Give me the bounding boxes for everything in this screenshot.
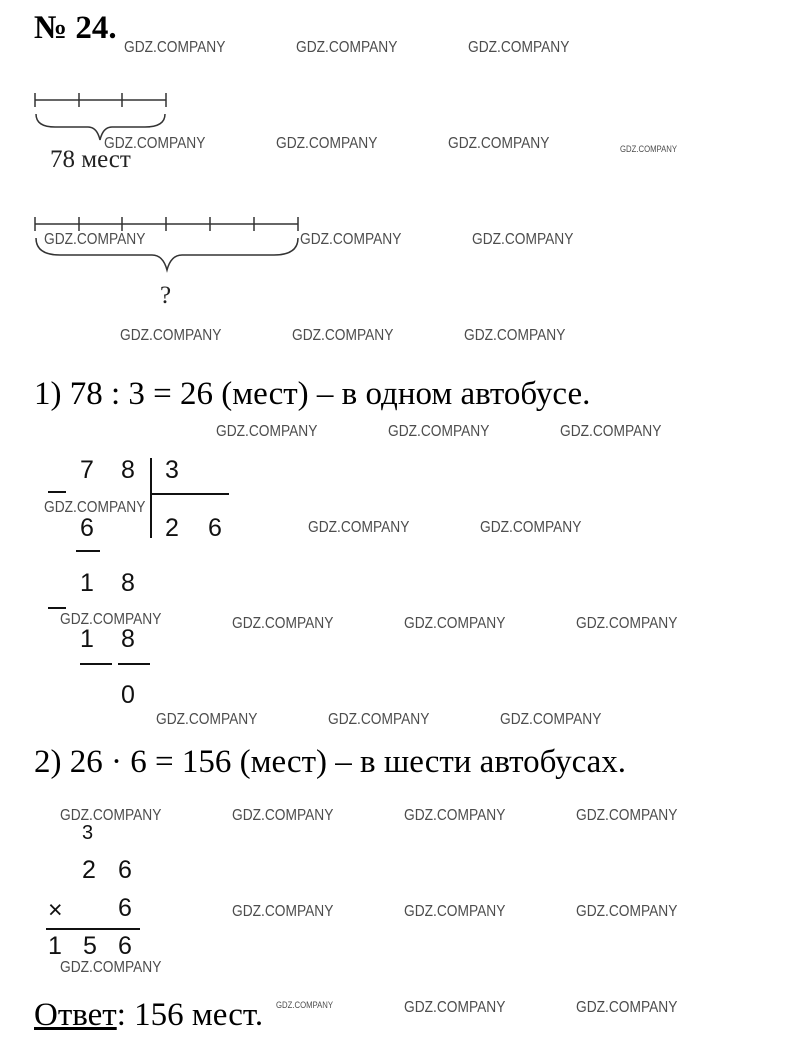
watermark: GDZ.COMPANY (44, 499, 146, 516)
dividend-digit: 7 (80, 456, 94, 484)
watermark: GDZ.COMPANY (448, 135, 550, 152)
label-total-seats: 78 мест (50, 146, 131, 173)
answer-text: : 156 мест. (116, 997, 264, 1033)
watermark: GDZ.COMPANY (276, 135, 378, 152)
watermark: GDZ.COMPANY (156, 711, 258, 728)
watermark: GDZ.COMPANY (576, 999, 678, 1016)
watermark: GDZ.COMPANY (404, 615, 506, 632)
watermark: GDZ.COMPANY (44, 231, 146, 248)
watermark: GDZ.COMPANY (576, 807, 678, 824)
label-question: ? (160, 282, 172, 309)
watermark: GDZ.COMPANY (480, 519, 582, 536)
watermark: GDZ.COMPANY (216, 423, 318, 440)
watermark: GDZ.COMPANY (404, 999, 506, 1016)
segment-three-parts (35, 93, 166, 107)
watermark: GDZ.COMPANY (232, 807, 334, 824)
watermark: GDZ.COMPANY (232, 615, 334, 632)
multiplicand-digit: 6 (118, 856, 132, 884)
quotient-digit: 2 (165, 514, 179, 542)
watermark: GDZ.COMPANY (60, 807, 162, 824)
subtrahend-digit: 8 (121, 625, 135, 653)
final-remainder-digit: 0 (121, 681, 135, 709)
multiplicand-digit: 2 (82, 856, 96, 884)
problem-title: № 24. (34, 10, 117, 46)
product-digit: 6 (118, 932, 132, 960)
carry-digit: 3 (82, 822, 94, 844)
watermark: GDZ.COMPANY (232, 903, 334, 920)
answer-label: Ответ (34, 997, 117, 1033)
quotient-digit: 6 (208, 514, 222, 542)
product-digit: 5 (83, 932, 97, 960)
watermark: GDZ.COMPANY (500, 711, 602, 728)
subtrahend-digit: 6 (80, 514, 94, 542)
watermark: GDZ.COMPANY (124, 39, 226, 56)
divisor-digit: 3 (165, 456, 179, 484)
watermark: GDZ.COMPANY (620, 144, 678, 154)
watermark: GDZ.COMPANY (276, 1000, 334, 1010)
multiplier-digit: 6 (118, 894, 132, 922)
watermark: GDZ.COMPANY (472, 231, 574, 248)
watermark: GDZ.COMPANY (296, 39, 398, 56)
remainder-digit: 8 (121, 569, 135, 597)
division-lines (48, 458, 229, 664)
watermark: GDZ.COMPANY (404, 903, 506, 920)
step-1-text: 1) 78 : 3 = 26 (мест) – в одном автобусе. (34, 376, 591, 412)
multiply-sign: × (48, 896, 63, 924)
product-digit: 1 (48, 932, 62, 960)
subtrahend-digit: 1 (80, 625, 94, 653)
segment-six-parts (35, 217, 298, 231)
watermark: GDZ.COMPANY (576, 903, 678, 920)
watermark: GDZ.COMPANY (576, 615, 678, 632)
watermark: GDZ.COMPANY (560, 423, 662, 440)
watermark: GDZ.COMPANY (120, 327, 222, 344)
watermark: GDZ.COMPANY (328, 711, 430, 728)
watermark: GDZ.COMPANY (292, 327, 394, 344)
watermark: GDZ.COMPANY (60, 611, 162, 628)
answer-line (34, 997, 263, 1034)
step-2-text: 2) 26 · 6 = 156 (мест) – в шести автобусах. (34, 744, 627, 780)
remainder-digit: 1 (80, 569, 94, 597)
watermark: GDZ.COMPANY (104, 135, 206, 152)
dividend-digit: 8 (121, 456, 135, 484)
watermark: GDZ.COMPANY (308, 519, 410, 536)
watermark: GDZ.COMPANY (60, 959, 162, 976)
watermark: GDZ.COMPANY (388, 423, 490, 440)
watermark: GDZ.COMPANY (300, 231, 402, 248)
watermark: GDZ.COMPANY (468, 39, 570, 56)
watermark: GDZ.COMPANY (404, 807, 506, 824)
watermark: GDZ.COMPANY (464, 327, 566, 344)
